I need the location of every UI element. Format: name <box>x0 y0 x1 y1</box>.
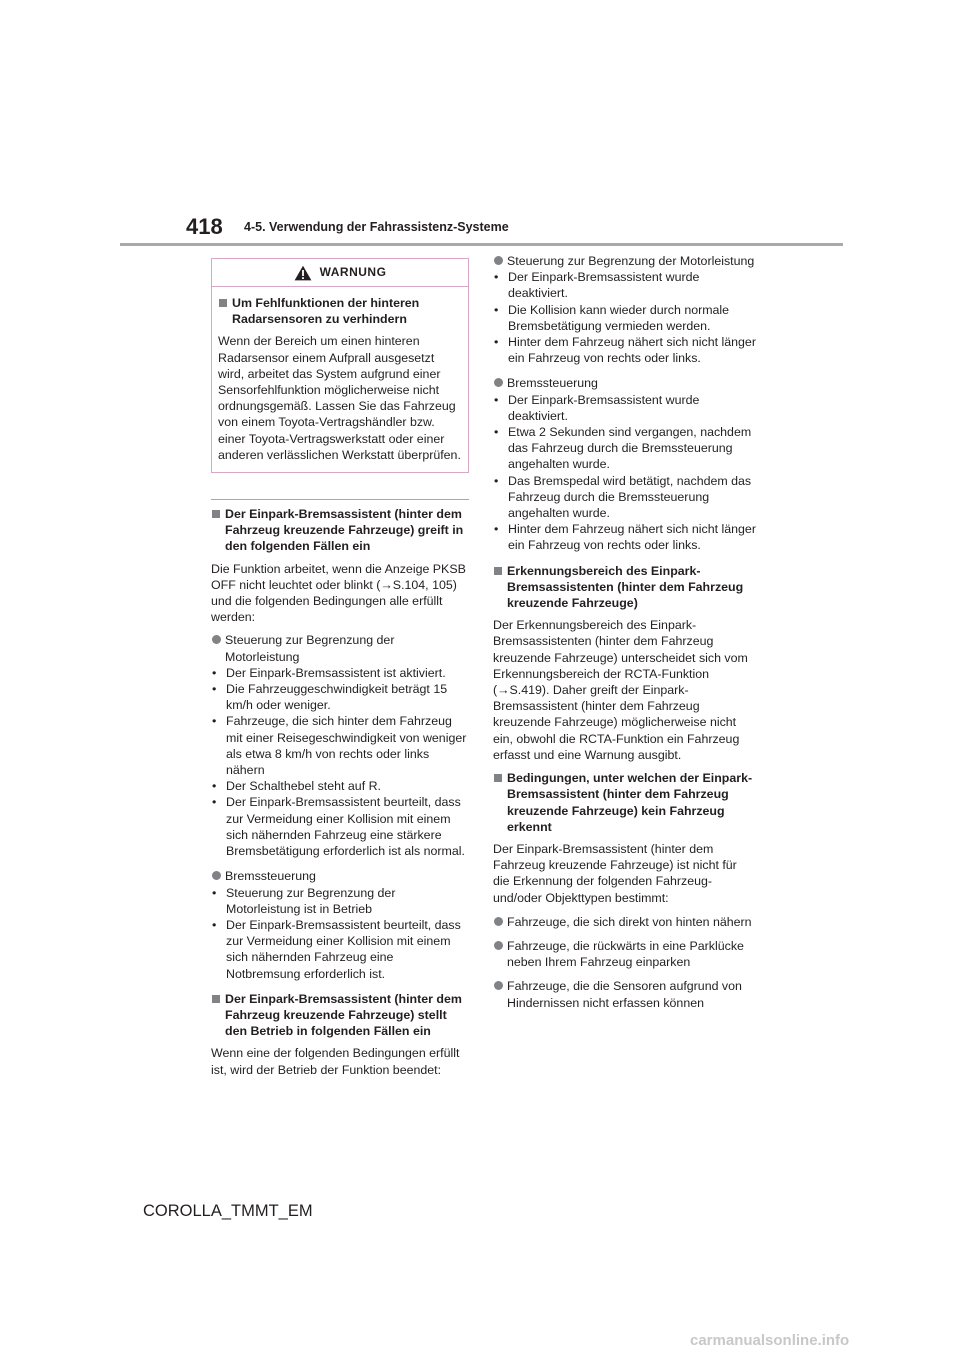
square-bullet-icon <box>494 774 502 782</box>
circle-bullet-icon <box>494 941 503 950</box>
square-bullet-icon <box>494 567 502 575</box>
page-header <box>0 0 960 250</box>
paragraph: Der Erkennungsbereich des Einpark-Bremsassistenten (hinter dem Fahrzeug kreuzende Fahrzeuge) unterscheidet sich vom Erkennungsbereich der RCTA-Funktion (→S.419). Daher greift der Einpark-Bremsassistent (hinter dem Fahrzeug kreuzende Fahrzeuge) möglicherweise nicht ein, obwohl die RCTA-Funktion ein Fahrzeug erfasst und eine Warnung ausgibt. <box>493 618 748 762</box>
section-title: 4-5. Verwendung der Fahrassistenz-Systeme <box>244 220 509 234</box>
circle-bullet-icon <box>494 256 503 265</box>
bullet-list <box>211 885 469 982</box>
model-code: COROLLA_TMMT_EM <box>143 1202 313 1220</box>
circle-item: Steuerung zur Begrenzung der Motorleistung <box>211 632 469 664</box>
paragraph: Der Einpark-Bremsassistent (hinter dem Fahrzeug kreuzende Fahrzeuge) ist nicht für die Erkennung der folgenden Fahrzeug- und/oder Objekttypen bestimmt: <box>493 841 737 905</box>
section-divider <box>211 499 469 500</box>
page-number: 418 <box>186 214 223 239</box>
list-item: • Das Bremspedal wird betätigt, nachdem das Fahrzeug durch die Bremssteuerung angehalten wurde. <box>494 473 752 521</box>
condition-group <box>493 375 756 553</box>
left-column <box>211 258 469 1085</box>
bullet-list <box>493 269 756 366</box>
list-item: • Der Einpark-Bremsassistent ist aktiviert. <box>212 665 446 680</box>
circle-bullet-icon <box>212 635 221 644</box>
circle-item: Bremssteuerung <box>493 375 756 391</box>
bullet-list <box>493 392 756 554</box>
condition-group <box>211 632 469 859</box>
circle-bullet-icon <box>212 871 221 880</box>
header-divider <box>120 243 843 246</box>
list-item: • Hinter dem Fahrzeug nähert sich nicht länger ein Fahrzeug von rechts oder links. <box>494 335 756 366</box>
warning-text: Wenn der Bereich um einen hinteren Radarsensor einem Aufprall ausgesetzt wird, arbeitet das System aufgrund einer Sensorfehlfunktion möglicherweise nicht ordnungsgemäß. Lassen Sie das Fahrzeug von einem Toyota-Vertragshändler bzw. einer Toyota-Vertragswerkstatt oder einer anderen verlässlichen Werkstatt überprüfen. <box>218 334 461 462</box>
list-item: • Steuerung zur Begrenzung der Motorleistung ist in Betrieb <box>212 885 396 916</box>
condition-group <box>211 868 469 981</box>
list-item: • Der Einpark-Bremsassistent wurde deaktiviert. <box>494 270 700 301</box>
right-column <box>493 253 756 1011</box>
square-bullet-icon <box>212 995 220 1003</box>
section-heading: Der Einpark-Bremsassistent (hinter dem Fahrzeug kreuzende Fahrzeuge) greift in den folgenden Fällen ein <box>211 506 469 555</box>
circle-item: Fahrzeuge, die sich direkt von hinten nähern <box>493 914 756 930</box>
bullet-list <box>211 665 469 859</box>
paragraph: Die Funktion arbeitet, wenn die Anzeige PKSB OFF nicht leuchtet oder blinkt (→S.104, 105) und die folgenden Bedingungen alle erfüllt werden: <box>211 561 466 625</box>
warning-box <box>211 258 469 473</box>
warning-triangle-icon <box>294 265 312 281</box>
list-item: • Etwa 2 Sekunden sind vergangen, nachdem das Fahrzeug durch die Bremssteuerung angehalten wurde. <box>494 425 752 472</box>
list-item: • Hinter dem Fahrzeug nähert sich nicht länger ein Fahrzeug von rechts oder links. <box>494 522 756 553</box>
list-item: • Die Fahrzeuggeschwindigkeit beträgt 15 km/h oder weniger. <box>212 682 448 713</box>
warning-title: WARNUNG <box>319 265 387 280</box>
circle-item: Fahrzeuge, die die Sensoren aufgrund von Hindernissen nicht erfassen können <box>493 978 756 1010</box>
circle-item: Fahrzeuge, die rückwärts in eine Parklücke neben Ihrem Fahrzeug einparken <box>493 938 756 970</box>
condition-group <box>493 253 756 366</box>
warning-heading: Um Fehlfunktionen der hinteren Radarsensoren zu verhindern <box>218 295 462 327</box>
list-item: • Der Einpark-Bremsassistent wurde deaktiviert. <box>494 392 700 423</box>
list-item: • Der Einpark-Bremsassistent beurteilt, dass zur Vermeidung einer Kollision mit einem sich nähernden Fahrzeug eine Notbremsung erforderlich ist. <box>212 917 461 981</box>
square-bullet-icon <box>219 299 227 307</box>
paragraph: Wenn eine der folgenden Bedingungen erfüllt ist, wird der Betrieb der Funktion beendet: <box>211 1046 460 1077</box>
section-heading: Erkennungsbereich des Einpark-Bremsassistenten (hinter dem Fahrzeug kreuzende Fahrzeuge) <box>493 563 756 612</box>
circle-bullet-icon <box>494 981 503 990</box>
square-bullet-icon <box>212 510 220 518</box>
circle-bullet-icon <box>494 917 503 926</box>
list-item: • Fahrzeuge, die sich hinter dem Fahrzeug mit einer Reisegeschwindigkeit von weniger als etwa 8 km/h von rechts oder links nähern <box>212 714 467 778</box>
list-item: • Die Kollision kann wieder durch normale Bremsbetätigung vermieden werden. <box>494 302 730 333</box>
circle-item: Steuerung zur Begrenzung der Motorleistung <box>493 253 756 269</box>
list-item: • Der Einpark-Bremsassistent beurteilt, dass zur Vermeidung einer Kollision mit einem sich nähernden Fahrzeug eine stärkere Bremsbetätigung erforderlich ist als normal. <box>212 795 465 859</box>
warning-body <box>212 287 468 472</box>
watermark: carmanualsonline.info <box>690 1332 850 1349</box>
section-heading: Der Einpark-Bremsassistent (hinter dem Fahrzeug kreuzende Fahrzeuge) stellt den Betrieb in folgenden Fällen ein <box>211 991 469 1040</box>
warning-header <box>212 259 468 287</box>
circle-bullet-icon <box>494 378 503 387</box>
section-heading: Bedingungen, unter welchen der Einpark-Bremsassistent (hinter dem Fahrzeug kreuzende Fahrzeuge) kein Fahrzeug erkennt <box>493 770 756 835</box>
circle-item: Bremssteuerung <box>211 868 469 884</box>
list-item: • Der Schalthebel steht auf R. <box>212 779 381 794</box>
